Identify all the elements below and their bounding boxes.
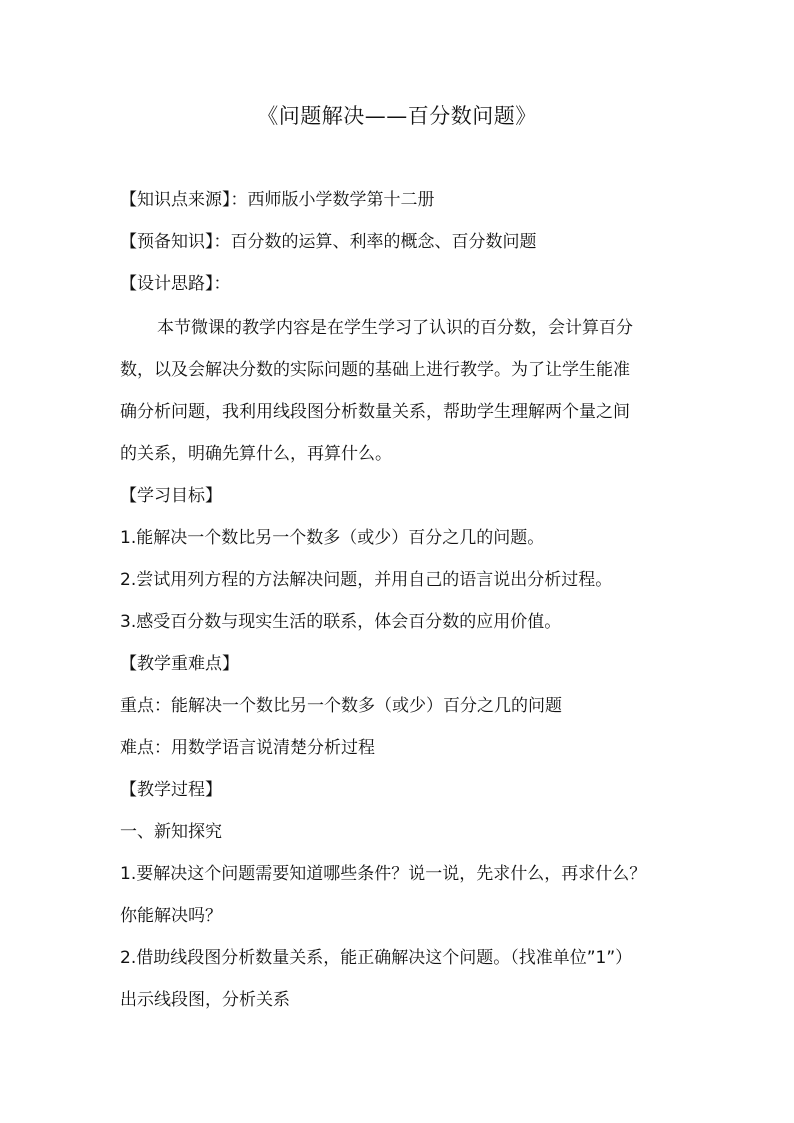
design-paragraph-line: 的关系，明确先算什么，再算什么。 — [120, 444, 392, 464]
design-heading: 【设计思路】： — [120, 274, 231, 294]
section-heading: 一、新知探究 — [120, 822, 222, 842]
step-line: 出示线段图，分析关系 — [120, 990, 290, 1010]
design-paragraph-line: 本节微课的教学内容是在学生学习了认识的百分数，会计算百分 — [157, 318, 633, 338]
design-paragraph-line: 数，以及会解决分数的实际问题的基础上进行教学。为了让学生能准 — [120, 360, 630, 380]
design-paragraph-line: 确分析问题，我利用线段图分析数量关系，帮助学生理解两个量之间 — [120, 402, 630, 422]
step-line: 2.借助线段图分析数量关系，能正确解决这个问题。（找准单位”1”） — [120, 948, 633, 968]
key-point: 重点：能解决一个数比另一个数多（或少）百分之几的问题 — [120, 696, 562, 716]
step-line: 1.要解决这个问题需要知道哪些条件？说一说，先求什么，再求什么？ — [120, 864, 647, 884]
goal-item: 3.感受百分数与现实生活的联系，体会百分数的应用价值。 — [120, 612, 562, 632]
process-heading: 【教学过程】 — [120, 780, 222, 800]
goal-item: 1.能解决一个数比另一个数多（或少）百分之几的问题。 — [120, 528, 545, 548]
difficult-point: 难点：用数学语言说清楚分析过程 — [120, 738, 375, 758]
goals-heading: 【学习目标】 — [120, 486, 222, 506]
key-heading: 【教学重难点】 — [120, 654, 239, 674]
goal-item: 2.尝试用列方程的方法解决问题，并用自己的语言说出分析过程。 — [120, 570, 613, 590]
document-title: 《问题解决——百分数问题》 — [257, 104, 537, 128]
knowledge-source-line: 【知识点来源】：西师版小学数学第十二册 — [120, 190, 435, 210]
step-line: 你能解决吗？ — [120, 906, 222, 926]
prerequisite-line: 【预备知识】：百分数的运算、利率的概念、百分数问题 — [120, 232, 537, 252]
